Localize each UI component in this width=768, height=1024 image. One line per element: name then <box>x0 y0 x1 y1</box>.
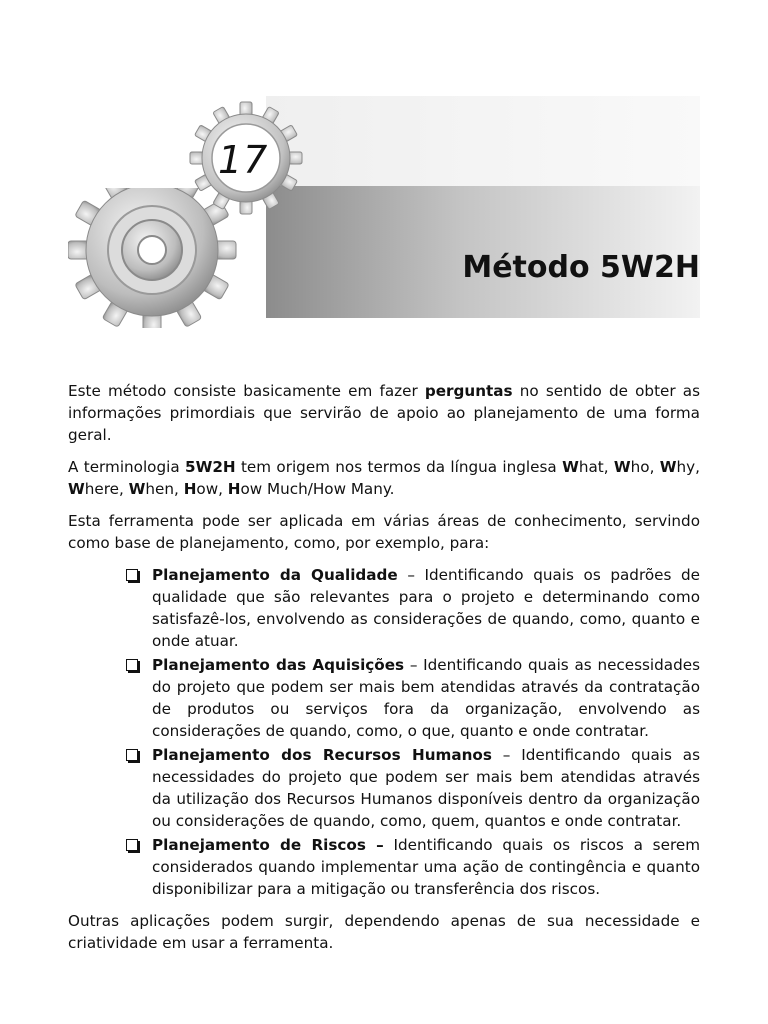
list-item-title: Planejamento da Qualidade <box>152 566 398 584</box>
bold-term: perguntas <box>424 382 513 400</box>
list-item-title: Planejamento de Riscos – <box>152 836 384 854</box>
list-item-title: Planejamento dos Recursos Humanos <box>152 746 492 764</box>
list-item-text: – Identificando quais as necessidades do projeto que podem ser mais bem atendidas através da contratação de produtos ou serviços fora da organização, envolvendo as considerações de quando, como, o que, quanto e onde contratar. <box>152 656 700 740</box>
text-span: tem origem nos termos da língua inglesa <box>235 458 563 476</box>
text-span: hen, <box>145 480 184 498</box>
chapter-title: Método 5W2H <box>462 250 700 285</box>
bold-letter: W <box>562 458 579 476</box>
intro-paragraph <box>68 380 700 446</box>
text-span: ow Much/How Many. <box>240 480 395 498</box>
list-item-text: – Identificando quais os padrões de qualidade que são relevantes para o projeto e determinando como satisfazê-los, envolvendo as considerações de quando, como, quanto e onde atuar. <box>152 566 701 650</box>
bold-letter: W <box>68 480 85 498</box>
checkbox-icon <box>126 569 138 581</box>
bold-term: 5W2H <box>185 458 236 476</box>
checkbox-icon <box>126 659 138 671</box>
bold-letter: W <box>613 458 631 476</box>
usage-paragraph: Esta ferramenta pode ser aplicada em várias áreas de conhecimento, servindo como base de planejamento, como, por exemplo, para: <box>68 512 700 552</box>
banner-background <box>266 96 700 186</box>
chapter-header <box>68 96 700 328</box>
chapter-number: 17 <box>218 138 269 182</box>
list-item <box>124 834 700 900</box>
text-span: hat, <box>578 458 614 476</box>
closing-paragraph: Outras aplicações podem surgir, dependendo apenas de sua necessidade e criatividade em usar a ferramenta. <box>68 912 700 952</box>
text-span: no sentido de obter as informações primordiais que servirão de apoio ao planejamento de uma forma geral. <box>68 382 700 444</box>
application-list <box>68 564 700 900</box>
terminology-paragraph <box>68 456 700 500</box>
list-item <box>124 564 700 652</box>
list-item-text: – Identificando quais as necessidades do projeto que podem ser mais bem atendidas através da utilização dos Recursos Humanos disponíveis dentro da organização ou considerações de quando, como, quem, quantos e onde contratar. <box>152 746 700 830</box>
list-item-title: Planejamento das Aquisições <box>152 656 405 674</box>
text-span: ow, <box>196 480 228 498</box>
text-span: hy, <box>676 458 700 476</box>
checkbox-icon <box>126 839 138 851</box>
chapter-body <box>68 380 700 964</box>
bold-letter: W <box>128 480 146 498</box>
bold-letter: H <box>227 480 241 498</box>
text-span: Este método consiste basicamente em fazer <box>68 382 425 400</box>
list-item <box>124 654 700 742</box>
list-item-text: Identificando quais os riscos a serem considerados quando implementar uma ação de contingência e quanto disponibilizar para a mitigação ou transferência dos riscos. <box>152 836 700 898</box>
bold-letter: H <box>183 480 197 498</box>
text-span: here, <box>84 480 129 498</box>
checkbox-icon <box>126 749 138 761</box>
text-span: A terminologia <box>68 458 185 476</box>
text-span: ho, <box>630 458 660 476</box>
list-item <box>124 744 700 832</box>
bold-letter: W <box>659 458 677 476</box>
